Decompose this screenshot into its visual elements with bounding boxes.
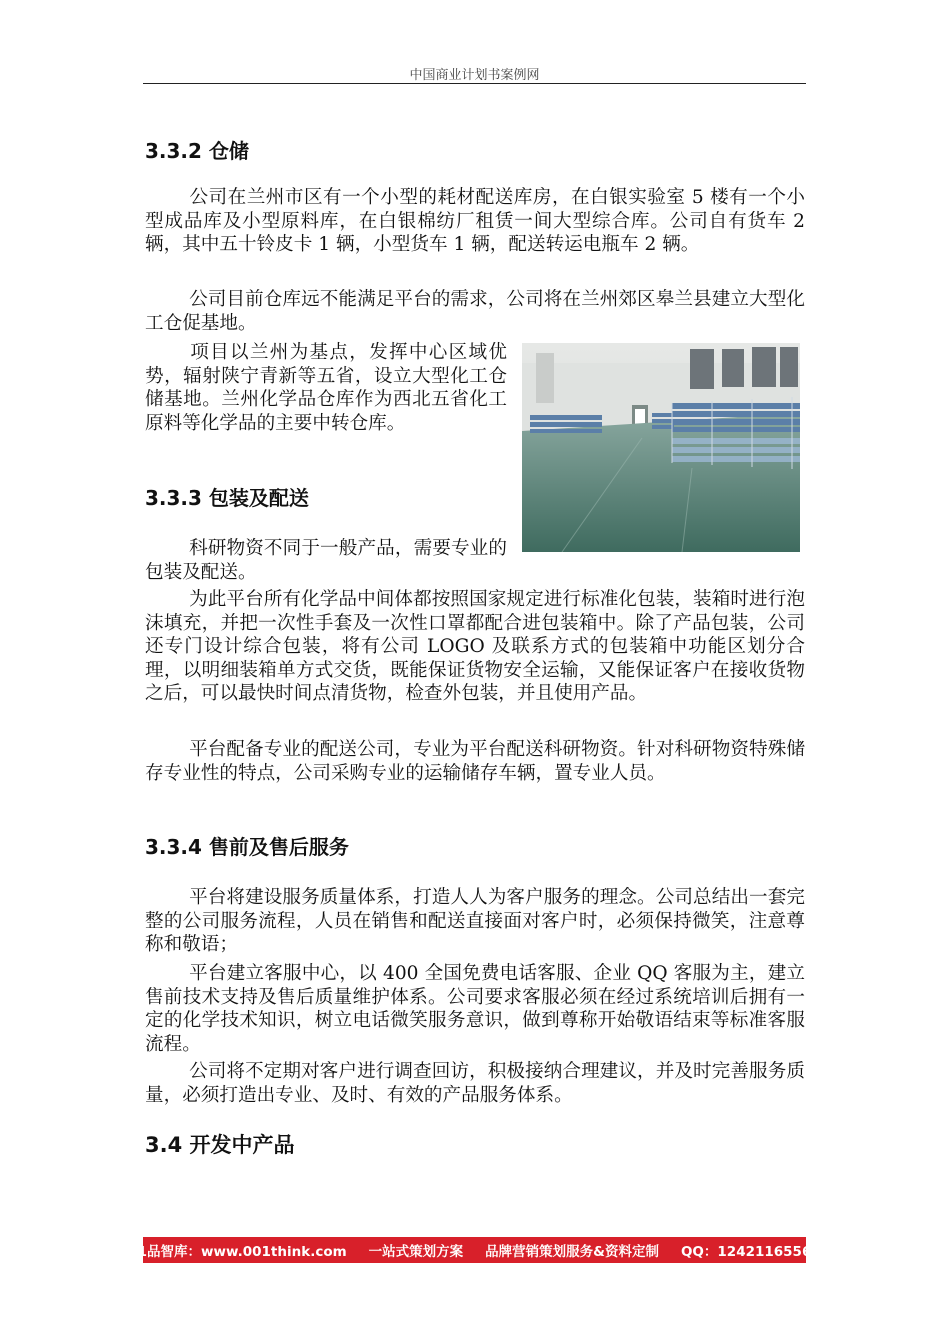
paragraph-warehouse-2: 公司目前仓库远不能满足平台的需求，公司将在兰州郊区皋兰县建立大型化工仓促基地。 bbox=[145, 289, 805, 334]
warehouse-photo bbox=[522, 343, 800, 552]
heading-3-3-2: 3.3.2 仓储 bbox=[145, 139, 249, 163]
paragraph-warehouse-3: 项目以兰州为基点，发挥中心区域优势，辐射陕宁青新等五省，设立大型化工仓储基地。兰州化学品仓库作为西北五省化工原料等化学品的主要中转仓库。 bbox=[145, 342, 507, 434]
paragraph-packaging-2: 为此平台所有化学品中间体都按照国家规定进行标准化包装，装箱时进行泡沫填充，并把一次性手套及一次性口罩都配合进包装箱中。除了产品包装，公司还专门设计综合包装，将有公司 LOGO 及联系方式的包装箱中功能区划分合理，以明细装箱单方式交货，既能保证货物安全运输，又能保证客户在接收货物之后，可以最快时间点清货物，检查外包装，并且使用产品。 bbox=[145, 589, 805, 704]
header-rule bbox=[143, 83, 806, 84]
paragraph-service-3: 公司将不定期对客户进行调查回访，积极接纳合理建议，并及时完善服务质量，必须打造出专业、及时、有效的产品服务体系。 bbox=[145, 1061, 805, 1106]
heading-3-4: 3.4 开发中产品 bbox=[145, 1133, 295, 1157]
paragraph-warehouse-1: 公司在兰州市区有一个小型的耗材配送库房，在白银实验室 5 楼有一个小型成品库及小型原料库，在白银棉纺厂租赁一间大型综合库。公司自有货车 2 辆，其中五十铃皮卡 1 辆，小型货车 1 辆，配送转运电瓶车 2 辆。 bbox=[145, 187, 805, 255]
footer-site: 1品智库：www.001think.com bbox=[137, 1244, 347, 1260]
page-header: 中国商业计划书案例网 bbox=[409, 68, 540, 83]
footer-slogan-2: 品牌营销策划服务&资料定制 bbox=[485, 1244, 659, 1260]
paragraph-packaging-3: 平台配备专业的配送公司，专业为平台配送科研物资。针对科研物资特殊储存专业性的特点，公司采购专业的运输储存车辆，置专业人员。 bbox=[145, 739, 805, 784]
heading-3-3-3: 3.3.3 包装及配送 bbox=[145, 486, 309, 510]
footer-slogan-1: 一站式策划方案 bbox=[368, 1244, 464, 1260]
heading-3-3-4: 3.3.4 售前及售后服务 bbox=[145, 835, 349, 859]
footer-banner bbox=[137, 1237, 812, 1263]
paragraph-service-2: 平台建立客服中心，以 400 全国免费电话客服、企业 QQ 客服为主，建立售前技术支持及售后质量维护体系。公司要求客服必须在经过系统培训后拥有一定的化学技术知识，树立电话微笑服务意识，做到尊称开始敬语结束等标准客服流程。 bbox=[145, 963, 805, 1055]
paragraph-service-1: 平台将建设服务质量体系，打造人人为客户服务的理念。公司总结出一套完整的公司服务流程，人员在销售和配送直接面对客户时，必须保持微笑，注意尊称和敬语； bbox=[145, 887, 805, 955]
footer-qq: QQ：1242116556 bbox=[680, 1244, 812, 1260]
paragraph-packaging-1: 科研物资不同于一般产品，需要专业的包装及配送。 bbox=[145, 538, 507, 583]
